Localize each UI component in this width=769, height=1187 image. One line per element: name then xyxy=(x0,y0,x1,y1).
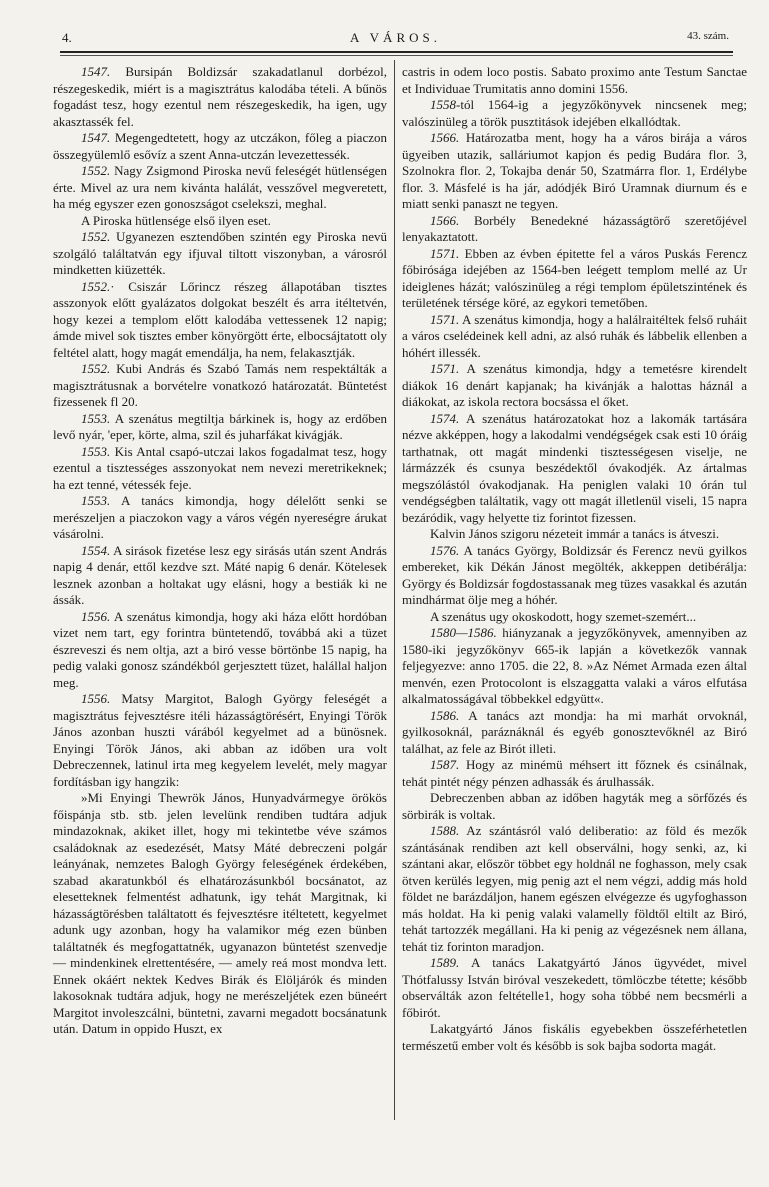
issue-number: 43. szám. xyxy=(687,30,729,42)
entry-text: A sirások fizetése lesz egy sirásás után szent András napig 4 denár, ettől kezdve szt. Máté napig 6 denár. Kötelesek lesznek azonban a holtakat ugy elásni, hogy a bestiák ki ne ássák. xyxy=(53,542,387,607)
paragraph xyxy=(53,361,387,411)
paragraph xyxy=(402,543,747,609)
paragraph xyxy=(53,64,387,130)
entry-text: · Csiszár Lőrincz részeg állapotában tisztes asszonyok előtt gyalázatos dolgokat beszélt és arra itéltetvén, hogy kezei a templom előtt kalodába vettessenek 12 napig; ámde mivel sok tisztes ember könyörgött érte, elbocsájtatott oly feltétel alatt, hogy magát emendálja, ha nem, felakasztják. xyxy=(53,278,387,360)
paragraph xyxy=(402,213,747,246)
paragraph xyxy=(402,312,747,362)
right-column xyxy=(402,64,747,1054)
entry-year: 1589. xyxy=(430,955,460,970)
entry-text: Hogy az minémü méhsert itt főznek és csinálnak, tehát pintét négy pénzen adhassák és árulhassák. xyxy=(402,757,747,789)
entry-year: 1566. xyxy=(430,212,460,228)
paragraph xyxy=(53,411,387,444)
entry-text: Az szántásról való deliberatio: az föld és mezők szántásának rendiben azt kell observálni, hogy senki, az, ki szántani akar, először többet egy holdnál ne foghasson, mely csak ötven kerülés legyen, mig penig azt el nem végzi, addig más hold földet ne barázdáljon, hanem egészen elvégezze és ugyfoghasson más holdat. Ha ki penig valaki valamelly földtől eltilt az Biró, tehát tartozzék megállani. Ha ki penig az végezésnek nem állana, tehát tiz forinton maradjon. xyxy=(402,823,747,954)
entry-text: A szenátus kimondja, hogy aki háza előtt hordóban vizet nem tart, egy forintra büntetendő, továbbá aki a tüzet észreveszi és nem oltja, azt a biró vesse börtönbe 15 napig, ha pedig valaki gonosz szándékból gerjesztett tüzet, halállal haljon meg. xyxy=(53,608,387,690)
paragraph xyxy=(53,609,387,692)
entry-text: Bursipán Boldizsár szakadatlanul dorbézol, részegeskedik, miért is a magisztrátus kalodába tételi. A bűnös fogadást tesz, hogy ezentul nem részegeskedik, ha igen, ugy akasztassék fel. xyxy=(53,64,387,129)
paragraph xyxy=(53,790,387,1038)
entry-text: Ebben az évben épitette fel a város Puskás Ferencz főbirósága idejében az 1564-ben leégett templom mellé az Ur ideiglenes házát; valószinüleg a régi templom épületszintének és területének térsége köré, az egykori temetőben. xyxy=(402,245,747,310)
left-column xyxy=(53,64,387,1038)
paragraph xyxy=(402,823,747,955)
paragraph xyxy=(402,1021,747,1054)
entry-year: 1552. xyxy=(81,229,111,244)
entry-year: 1556. xyxy=(81,608,111,624)
paragraph xyxy=(402,790,747,823)
entry-text: Megengedtetett, hogy az utczákon, főleg a piaczon összegyülemlő esővíz a szent Anna-utczán levezettessék. xyxy=(53,130,387,162)
entry-text: A tanács azt mondja: ha mi marhát orvoknál, gyilkosoknál, paráznáknál és egyéb gonosztevőknél az Biró találhat, az fele az Birót illeti. xyxy=(402,707,747,756)
paragraph xyxy=(53,163,387,213)
entry-text: Kubi András és Szabó Tamás nem respektálták a magisztrátusnak a borvételre vonatkozó határozatát. Büntetést fizessenek fl 20. xyxy=(53,361,387,409)
paragraph xyxy=(402,757,747,790)
entry-text: Ugyanezen esztendőben szintén egy Piroska nevü szolgáló találtatván egy ifjuval tiltott viszonyban, a városról mindketten kiüzették. xyxy=(53,229,387,277)
paragraph xyxy=(53,213,387,230)
entry-year: 1553. xyxy=(81,493,111,508)
page-number: 4. xyxy=(62,30,72,45)
paragraph xyxy=(402,361,747,411)
paragraph xyxy=(402,526,747,543)
entry-text: A szenátus kimondja, hdgy a temetésre kirendelt diákok 16 denárt kapjanak; ha kivánják a halottas háznál a diákokat, az iskola rectora bocsássa el őket. xyxy=(402,361,747,409)
entry-year: 1574. xyxy=(430,410,460,426)
entry-text: A szenátus megtiltja bárkinek is, hogy az erdőben levő nyár, 'eper, körte, alma, szil és juharfákat kivágják. xyxy=(53,410,387,442)
paragraph xyxy=(402,246,747,312)
paragraph xyxy=(53,444,387,494)
entry-text: Borbély Benedekné házasságtörő szeretőjével lenyakaztatott. xyxy=(402,212,747,244)
entry-year: 1554. xyxy=(81,542,111,558)
entry-year: 1556. xyxy=(81,691,111,706)
entry-year: 1588. xyxy=(430,823,460,838)
entry-year: 1552. xyxy=(81,163,111,178)
entry-text: Lakatgyártó János fiskális egyebekben összeférhetetlen természetű ember volt és később is sok bajba sodorta magát. xyxy=(402,1021,747,1053)
entry-year: 1571. xyxy=(430,245,460,261)
paragraph xyxy=(402,97,747,130)
paragraph xyxy=(53,130,387,163)
entry-year: 1586. xyxy=(430,707,460,723)
entry-year: 1553. xyxy=(81,443,111,459)
entry-text: Kalvin János szigoru nézeteit immár a tanács is átveszi. xyxy=(430,526,720,541)
entry-year: 1552. xyxy=(81,361,111,376)
paragraph xyxy=(53,279,387,362)
entry-text: Debreczenben abban az időben hagyták meg a sörfőzés és sörbirák is voltak. xyxy=(402,790,747,822)
page-title: A VÁROS. xyxy=(349,30,441,45)
paragraph xyxy=(402,609,747,626)
entry-text: A szenátus ugy okoskodott, hogy szemet-szemért... xyxy=(430,608,697,624)
entry-year: 1566. xyxy=(430,130,460,145)
entry-year: 1552. xyxy=(81,278,111,294)
entry-text: A tanács Lakatgyártó János ügyvédet, mivel Thótfalussy István biróval veszekedett, tömlöczbe tétette; később observálták azon feltételle1, hogy soha többé nem becsmérli a főbirót. xyxy=(402,955,747,1020)
entry-year: 1587. xyxy=(430,757,460,772)
entry-year: 1553. xyxy=(81,410,111,426)
paragraph xyxy=(402,955,747,1021)
entry-text: Kis Antal csapó-utczai lakos fogadalmat tesz, hogy ezentul a tisztességes asszonyokat nem nevezi meretrikeknek; ha ezt tenné, vétessék feje. xyxy=(53,443,387,492)
entry-text: »Mi Enyingi Thewrök János, Hunyadvármegye örökös főispánja stb. stb. jelen levelünk rendiben tudtára adjuk mindazoknak, akiket illet, hogy mi tekintetbe véve számos családoknak az esedezését, Matsy Máté debreczeni polgár leányának, nemzetes Balogh György feleségének érdekében, szabad akaratunkból és elhatározásunkból bocsánatot, az elesetteknek felmentést adhatunk, igy tehát Margitnak, ki házasságtörésben találtatott és fejvesztésre itéltetett, kegyelmet adunk ugy azonban, hogy ha valamikor még ezen bünben találtatnék és megfogattatnék, ugyanazon büntetést szenvedje — mindenkinek elrettentésére, — amely reá most mondva lett. Ennek okáért nektek Kedves Birák és Elöljárók és minden lakosoknak tudtára adjuk, hogy ne merészeljétek ezen büneért Margitot involeszcálni, büntetni, zavarni megadott bocsánatunk után. Datum in oppido Huszt, ex xyxy=(53,790,387,1036)
entry-text: castris in odem loco postis. Sabato proximo ante Testum Sanctae et Individuae Trumitatis anno domini 1556. xyxy=(402,64,747,96)
paragraph xyxy=(402,625,747,708)
entry-year: 1576. xyxy=(430,542,460,558)
paragraph xyxy=(53,543,387,609)
entry-year: 1571. xyxy=(430,311,460,327)
entry-text: A szenátus határozatokat hoz a lakomák tartására nézve akképpen, hogy a lakodalmi vendégségek csak esti 10 óráig tarthatnak, ott magát mindenki tisztességesen viselje, ne lármázzék és csunya beszédektől óvakodjék. Az ártalmas megszólástól óvakodjanak. Ha peniglen valaki 10 órán tul vendégségben találtatik, vagy ott magát illetlenül viseli, 15 napra bezáródik, vagy helyette tiz forintot fizessen. xyxy=(402,410,747,525)
entry-text: Nagy Zsigmond Piroska nevű feleségét hütlenségen érte. Mivel az ura nem kivánta halálát, vesszővel megveretett, ha még egyszer ezen gonoszságot cselekszi, meghal. xyxy=(53,163,387,211)
entry-text: A tanács kimondja, hogy délelőtt senki se merészeljen a piaczokon vagy a város végén nyereségre árukat vásárolni. xyxy=(53,493,387,541)
entry-text: A szenátus kimondja, hogy a halálraitéltek felső ruháit a város cselédeinek kell adni, az alsó ruhák és lábbelik ellenben a hóhért illessék. xyxy=(402,311,747,360)
header-rule xyxy=(60,51,733,53)
entry-year: 1547. xyxy=(81,130,111,145)
paragraph xyxy=(53,691,387,790)
entry-text: hiányzanak a jegyzőkönyvek, amennyiben az 1580-iki jegyzőkönyv 665-ik lapján a következők vannak feljegyezve: anno 1705. die 22, 8. »Az Német Armada ezen által menvén, ezen Protocolont is elszaggatta valaki a város elfutása alkalmatosságával többekkel edgyütt«. xyxy=(402,625,747,706)
paragraph xyxy=(402,708,747,758)
page-header xyxy=(62,30,729,50)
entry-year: 1547. xyxy=(81,64,111,79)
paragraph xyxy=(402,130,747,213)
paragraph xyxy=(402,411,747,527)
entry-text: Matsy Margitot, Balogh György feleségét a magisztrátus fejvesztésre itéli házasságtörésért, Enyingi Török János azonban huszti várából kegyelmet ad a bünösnek. Enyingi Török János, aki abban az időben ura volt Debreczennek, latinul irta meg kegyelem levelét, mely magyar fordításban igy hangzik: xyxy=(53,691,387,789)
paragraph xyxy=(53,493,387,543)
entry-text: A tanács György, Boldizsár és Ferencz nevü gyilkos embereket, kik Dékán Jánost megölték, akkeppen detibérálja: György és Boldizsár fogdostassanak meg tüzes vasakkal és azután mindhármat ölje meg a hóhér. xyxy=(402,542,747,607)
entry-text: Határozatba ment, hogy ha a város birája a város ügyeiben utazik, salláriumot kapjon és pedig Budára flor. 3, Szolnokra flor. 2, Tokajba denár 50, Szatmárra flor. 1, Erdélybe flor. 3. Másfelé is ha jár, adódjék Biró Uramnak diurnum és e miatt senki panaszt ne tegyen. xyxy=(402,130,747,211)
entry-year: 1580—1586. xyxy=(430,625,497,640)
entry-year: 1558- xyxy=(430,97,461,112)
paragraph xyxy=(53,229,387,279)
header-rule-thin xyxy=(60,55,733,56)
entry-text: tól 1564-ig a jegyzőkönyvek nincsenek meg; valószinüleg a török pusztitások idejében elkallódtak. xyxy=(402,97,747,129)
column-divider xyxy=(394,60,395,1120)
entry-text: A Piroska hütlensége első ilyen eset. xyxy=(81,212,271,228)
paragraph xyxy=(402,64,747,97)
entry-year: 1571. xyxy=(430,361,460,376)
